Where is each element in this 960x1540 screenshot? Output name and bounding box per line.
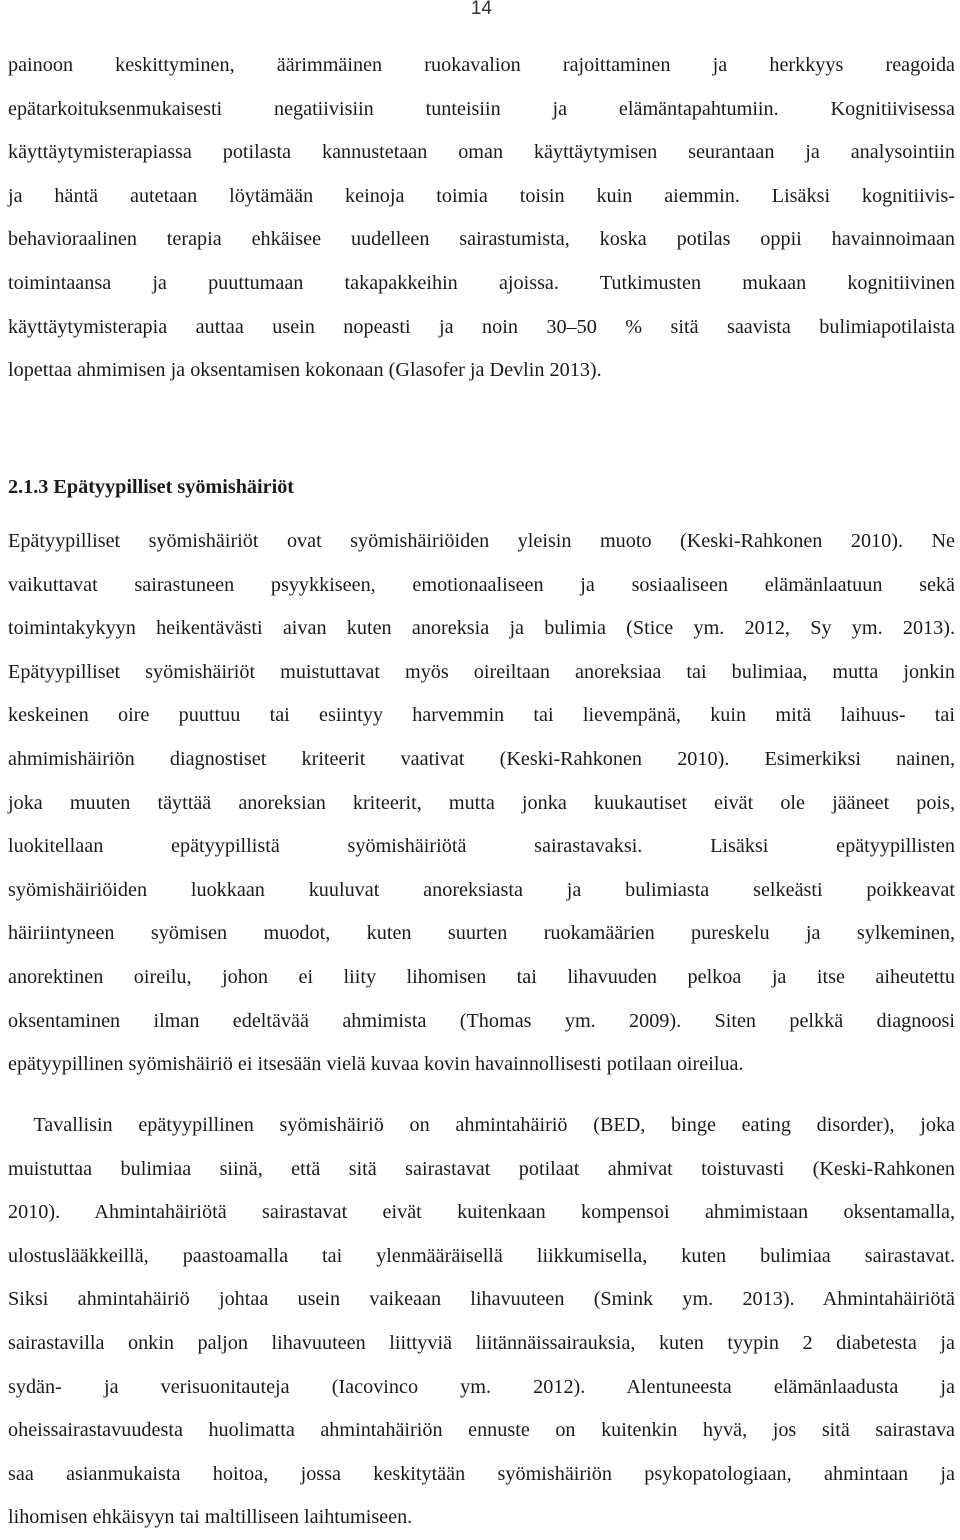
section-heading: 2.1.3 Epätyypilliset syömishäiriöt — [8, 476, 295, 498]
text-line: lihomisen ehkäisyyn tai maltilliseen laihtumiseen. — [8, 1506, 413, 1529]
text-line: saa asianmukaista hoitoa, jossa keskitytään syömishäiriön psykopatologiaan, ahmintaan ja — [8, 1462, 955, 1485]
text-line: toimintaansa ja puuttumaan takapakkeihin ajoissa. Tutkimusten mukaan kognitiivinen — [8, 271, 955, 294]
text-line: luokitellaan epätyypillistä syömishäiriötä sairastavaksi. Lisäksi epätyypillisten — [8, 835, 955, 858]
text-line: painoon keskittyminen, äärimmäinen ruokavalion rajoittaminen ja herkkyys reagoida — [8, 54, 955, 76]
text-line: toimintakykyyn heikentävästi aivan kuten anoreksia ja bulimia (Stice ym. 2012, Sy ym. 2013). — [8, 617, 955, 640]
text-line: epätyypillinen syömishäiriö ei itsesään vielä kuvaa kovin havainnollisesti potilaan oireilua. — [8, 1053, 744, 1076]
text-line: ahmimishäiriön diagnostiset kriteerit vaativat (Keski-Rahkonen 2010). Esimerkiksi nainen, — [8, 747, 955, 770]
text-line: syömishäiriöiden luokkaan kuuluvat anoreksiasta ja bulimiasta selkeästi poikkeavat — [8, 878, 955, 901]
text-line: käyttäytymisterapia auttaa usein nopeasti ja noin 30–50 % sitä saavista bulimiapotilaista — [8, 315, 955, 338]
text-line: sydän- ja verisuonitauteja (Iacovinco ym. 2012). Alentuneesta elämänlaadusta ja — [8, 1375, 955, 1398]
paragraph-intro — [8, 44, 955, 393]
text-line: ulostuslääkkeillä, paastoamalla tai ylenmääräisellä liikkumisella, kuten bulimiaa sairastavat. — [8, 1244, 955, 1267]
text-line: Epätyypilliset syömishäiriöt ovat syömishäiriöiden yleisin muoto (Keski-Rahkonen 2010). Ne — [8, 530, 955, 552]
text-line: behavioraalinen terapia ehkäisee uudelleen sairastumista, koska potilas oppii havainnoimaan — [8, 228, 955, 251]
text-line: anorektinen oireilu, johon ei liity lihomisen tai lihavuuden pelkoa ja itse aiheutettu — [8, 965, 955, 988]
text-line: Siksi ahmintahäiriö johtaa usein vaikeaan lihavuuteen (Smink ym. 2013). Ahmintahäiriötä — [8, 1288, 955, 1311]
text-line: käyttäytymisterapiassa potilasta kannustetaan oman käyttäytymisen seurantaan ja analysointiin — [8, 141, 955, 164]
text-line: oksentaminen ilman edeltävää ahmimista (Thomas ym. 2009). Siten pelkkä diagnoosi — [8, 1009, 955, 1032]
text-line: vaikuttavat sairastuneen psyykkiseen, emotionaaliseen ja sosiaaliseen elämänlaatuun sekä — [8, 573, 955, 596]
text-line: 2010). Ahmintahäiriötä sairastavat eivät kuitenkaan kompensoi ahmimistaan oksentamalla, — [8, 1201, 955, 1224]
text-line: Epätyypilliset syömishäiriöt muistuttavat myös oireiltaan anoreksiaa tai bulimiaa, mutta jonkin — [8, 660, 955, 683]
paragraph-atypical — [8, 520, 955, 1087]
text-line: ja häntä autetaan löytämään keinoja toimia toisin kuin aiemmin. Lisäksi kognitiivis- — [8, 184, 955, 207]
text-line: joka muuten täyttää anoreksian kriteerit, mutta jonka kuukautiset eivät ole jääneet pois, — [8, 791, 955, 814]
text-line: häiriintyneen syömisen muodot, kuten suurten ruokamäärien pureskelu ja sylkeminen, — [8, 922, 955, 945]
paragraph-binge-eating — [8, 1104, 955, 1540]
page-number: 14 — [470, 0, 492, 19]
text-line: Tavallisin epätyypillinen syömishäiriö on ahmintahäiriö (BED, binge eating disorder), joka — [8, 1114, 955, 1136]
text-line: lopettaa ahmimisen ja oksentamisen kokonaan (Glasofer ja Devlin 2013). — [8, 359, 602, 382]
text-line: muistuttaa bulimiaa siinä, että sitä sairastavat potilaat ahmivat toistuvasti (Keski-Rahkonen — [8, 1157, 955, 1180]
text-line: keskeinen oire puuttuu tai esiintyy harvemmin tai lievempänä, kuin mitä laihuus- tai — [8, 704, 955, 727]
text-line: epätarkoituksenmukaisesti negatiivisiin tunteisiin ja elämäntapahtumiin. Kognitiivisessa — [8, 97, 955, 120]
text-line: sairastavilla onkin paljon lihavuuteen liittyviä liitännäissairauksia, kuten tyypin 2 diabetesta ja — [8, 1331, 955, 1354]
text-line: oheissairastavuudesta huolimatta ahmintahäiriön ennuste on kuitenkin hyvä, jos sitä sairastava — [8, 1419, 955, 1442]
